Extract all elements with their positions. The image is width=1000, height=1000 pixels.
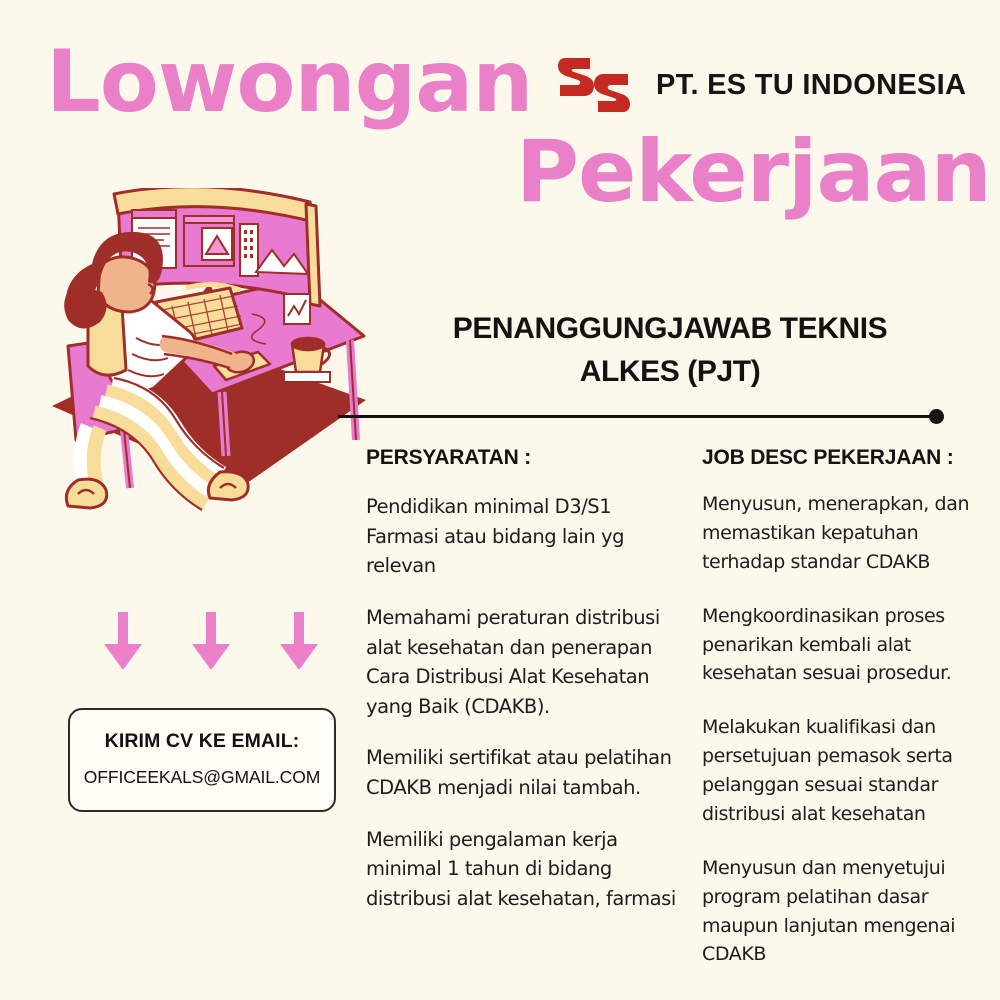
requirements-column [366, 446, 688, 914]
arrow-group [104, 612, 318, 670]
job-description-column [702, 446, 980, 969]
requirements-heading: PERSYARATAN : [366, 446, 532, 469]
contact-email-label: KIRIM CV KE EMAIL: [104, 730, 300, 752]
divider-end-dot [929, 409, 944, 424]
page-title-line1: Lowongan [46, 32, 533, 132]
contact-email-box [68, 708, 336, 812]
job-title-line2: ALKES (PJT) [579, 354, 761, 388]
job-title-line1: PENANGGUNGJAWAB TEKNIS [452, 312, 888, 345]
requirement-item: Memahami peraturan distribusi alat kesehatan dan penerapan Cara Distribusi Alat Kesehatan yang Baik (CDAKB). [366, 605, 660, 718]
requirement-item: Memiliki sertifikat atau pelatihan CDAKB menjadi nilai tambah. [366, 746, 672, 799]
requirement-item: Pendidikan minimal D3/S1 Farmasi atau bidang lain yg relevan [366, 495, 625, 578]
job-description-item: Melakukan kualifikasi dan persetujuan pemasok serta pelanggan sesuai standar distribusi alat kesehatan [702, 716, 953, 825]
job-description-item: Menyusun, menerapkan, dan memastikan kepatuhan terhadap standar CDAKB [702, 493, 970, 573]
job-description-item: Mengkoordinasikan proses penarikan kembali alat kesehatan sesuai prosedur. [702, 604, 952, 685]
page-title-line2: Pekerjaan [516, 122, 991, 222]
company-name: PT. ES TU INDONESIA [656, 68, 967, 101]
woman-working-at-desk-illustration [44, 188, 374, 518]
arrow-down-icon [280, 612, 318, 670]
company-brand [558, 56, 966, 114]
contact-email-address[interactable]: OFFICEEKALS@GMAIL.COM [83, 767, 321, 787]
arrow-down-icon [192, 612, 230, 670]
section-divider-line [338, 415, 938, 418]
s2-monogram-logo [558, 56, 634, 114]
job-position-title [360, 308, 980, 393]
requirement-item: Memiliki pengalaman kerja minimal 1 tahun di bidang distribusi alat kesehatan, farmasi [366, 827, 676, 910]
job-description-heading: JOB DESC PEKERJAAN : [702, 446, 954, 469]
arrow-down-icon [104, 612, 142, 670]
job-description-item: Menyusun dan menyetujui program pelatihan dasar maupun lanjutan mengenai CDAKB [702, 856, 956, 966]
